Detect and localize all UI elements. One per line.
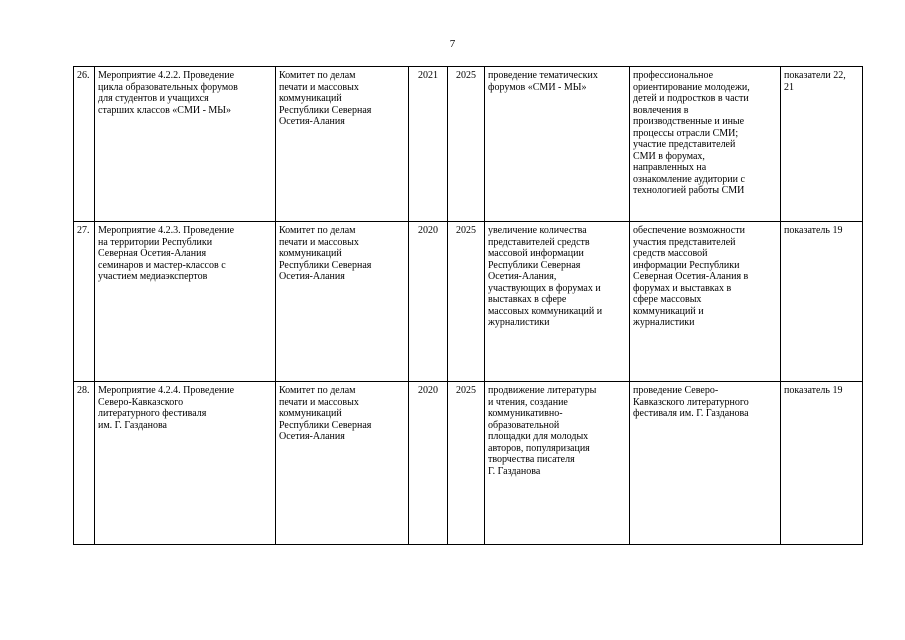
program-events-table xyxy=(73,66,863,545)
table-row xyxy=(74,67,863,222)
expected-result-cell: обеспечение возможности участия представителей средств массовой информации Республики Северная Осетия-Алания в форумах и выставках в сфере массовых коммуникаций и журналистики xyxy=(630,222,781,382)
executor-cell: Комитет по делам печати и массовых коммуникаций Республики Северная Осетия-Алания xyxy=(276,67,409,222)
page-number: 7 xyxy=(449,38,456,50)
indicators-cell: показатели 22, 21 xyxy=(781,67,863,222)
content-cell: продвижение литературы и чтения, создание коммуникативно- образовательной площадки для молодых авторов, популяризация творчества писателя Г. Газданова xyxy=(485,382,630,545)
event-name-cell: Мероприятие 4.2.2. Проведение цикла образовательных форумов для студентов и учащихся старших классов «СМИ - МЫ» xyxy=(95,67,276,222)
end-year-cell: 2025 xyxy=(448,222,485,382)
indicators-cell: показатель 19 xyxy=(781,222,863,382)
start-year-cell: 2020 xyxy=(409,222,448,382)
table-row xyxy=(74,382,863,545)
row-number-cell: 27. xyxy=(74,222,95,382)
executor-cell: Комитет по делам печати и массовых коммуникаций Республики Северная Осетия-Алания xyxy=(276,382,409,545)
end-year-cell: 2025 xyxy=(448,67,485,222)
start-year-cell: 2020 xyxy=(409,382,448,545)
event-name-cell: Мероприятие 4.2.4. Проведение Северо-Кавказского литературного фестиваля им. Г. Газданова xyxy=(95,382,276,545)
expected-result-cell: проведение Северо- Кавказского литературного фестиваля им. Г. Газданова xyxy=(630,382,781,545)
executor-cell: Комитет по делам печати и массовых коммуникаций Республики Северная Осетия-Алания xyxy=(276,222,409,382)
expected-result-cell: профессиональное ориентирование молодежи, детей и подростков в части вовлечения в производственные и иные процессы отрасли СМИ; участие представителей СМИ в форумах, направленных на ознакомление аудитории с технологией работы СМИ xyxy=(630,67,781,222)
table-row xyxy=(74,222,863,382)
row-number-cell: 28. xyxy=(74,382,95,545)
content-cell: увеличение количества представителей средств массовой информации Республики Северная Осетия-Алания, участвующих в форумах и выставках в сфере массовых коммуникаций и журналистики xyxy=(485,222,630,382)
content-cell: проведение тематических форумов «СМИ - МЫ» xyxy=(485,67,630,222)
row-number-cell: 26. xyxy=(74,67,95,222)
indicators-cell: показатель 19 xyxy=(781,382,863,545)
event-name-cell: Мероприятие 4.2.3. Проведение на территории Республики Северная Осетия-Алания семинаров и мастер-классов с участием медиаэкспертов xyxy=(95,222,276,382)
end-year-cell: 2025 xyxy=(448,382,485,545)
start-year-cell: 2021 xyxy=(409,67,448,222)
